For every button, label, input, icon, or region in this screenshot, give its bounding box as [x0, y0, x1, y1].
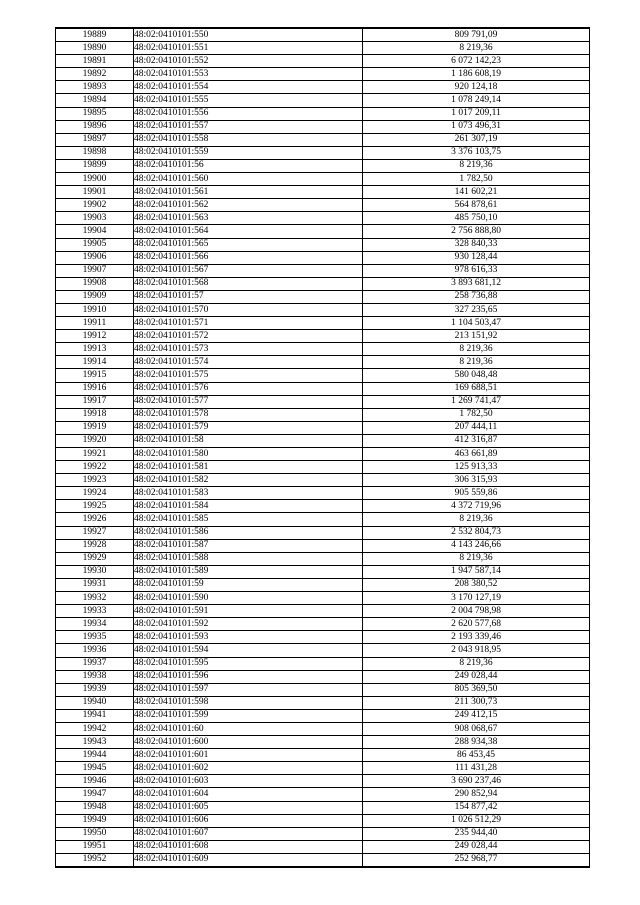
row-number-cell: 19913	[56, 343, 134, 356]
row-number-cell: 19906	[56, 251, 134, 264]
value-cell: 485 750,10	[363, 212, 590, 225]
value-cell: 8 219,36	[363, 343, 590, 356]
value-cell: 3 690 237,46	[363, 775, 590, 788]
table-row	[56, 277, 590, 290]
value-cell: 920 124,18	[363, 81, 590, 94]
row-number-cell: 19935	[56, 631, 134, 644]
value-cell: 2 620 577,68	[363, 618, 590, 631]
value-cell: 905 559,86	[363, 487, 590, 500]
value-cell: 1 073 496,31	[363, 120, 590, 133]
row-number-cell: 19942	[56, 722, 134, 735]
value-cell: 1 104 503,47	[363, 317, 590, 330]
row-number-cell: 19938	[56, 670, 134, 683]
table-row	[56, 749, 590, 762]
table-row	[56, 343, 590, 356]
value-cell: 4 372 719,96	[363, 500, 590, 513]
row-number-cell: 19932	[56, 592, 134, 605]
table-row	[56, 722, 590, 735]
table-row	[56, 81, 590, 94]
cadastral-number-cell: 48:02:0410101:562	[134, 199, 363, 212]
cadastral-number-cell: 48:02:0410101:595	[134, 657, 363, 670]
row-number-cell: 19912	[56, 330, 134, 343]
value-cell: 978 616,33	[363, 264, 590, 277]
value-cell: 580 048,48	[363, 369, 590, 382]
row-number-cell: 19939	[56, 683, 134, 696]
value-cell: 4 143 246,66	[363, 539, 590, 552]
table-row	[56, 565, 590, 578]
table-row	[56, 709, 590, 722]
cadastral-number-cell: 48:02:0410101:607	[134, 827, 363, 840]
row-number-cell: 19946	[56, 775, 134, 788]
value-cell: 412 316,87	[363, 434, 590, 447]
row-number-cell: 19924	[56, 487, 134, 500]
value-cell: 2 193 339,46	[363, 631, 590, 644]
value-cell: 2 756 888,80	[363, 225, 590, 238]
cadastral-number-cell: 48:02:0410101:606	[134, 814, 363, 827]
table-row	[56, 487, 590, 500]
cadastral-number-cell: 48:02:0410101:556	[134, 107, 363, 120]
table-row	[56, 762, 590, 775]
cadastral-number-cell: 48:02:0410101:581	[134, 461, 363, 474]
cadastral-number-cell: 48:02:0410101:608	[134, 840, 363, 853]
cadastral-number-cell: 48:02:0410101:575	[134, 369, 363, 382]
row-number-cell: 19952	[56, 853, 134, 867]
value-cell: 8 219,36	[363, 42, 590, 55]
value-cell: 208 380,52	[363, 578, 590, 591]
row-number-cell: 19915	[56, 369, 134, 382]
cadastral-number-cell: 48:02:0410101:601	[134, 749, 363, 762]
table-row	[56, 500, 590, 513]
cadastral-number-cell: 48:02:0410101:552	[134, 55, 363, 68]
row-number-cell: 19925	[56, 500, 134, 513]
table-row	[56, 290, 590, 303]
table-row	[56, 369, 590, 382]
row-number-cell: 19901	[56, 186, 134, 199]
table-row	[56, 434, 590, 447]
value-cell: 258 736,88	[363, 290, 590, 303]
table-row	[56, 683, 590, 696]
row-number-cell: 19900	[56, 173, 134, 186]
value-cell: 2 532 804,73	[363, 526, 590, 539]
row-number-cell: 19937	[56, 657, 134, 670]
cadastral-number-cell: 48:02:0410101:564	[134, 225, 363, 238]
table-row	[56, 408, 590, 421]
value-cell: 235 944,40	[363, 827, 590, 840]
cadastral-number-cell: 48:02:0410101:609	[134, 853, 363, 867]
value-cell: 288 934,38	[363, 736, 590, 749]
cadastral-number-cell: 48:02:0410101:59	[134, 578, 363, 591]
row-number-cell: 19945	[56, 762, 134, 775]
row-number-cell: 19909	[56, 290, 134, 303]
row-number-cell: 19891	[56, 55, 134, 68]
table-row	[56, 644, 590, 657]
row-number-cell: 19927	[56, 526, 134, 539]
row-number-cell: 19916	[56, 382, 134, 395]
table-row	[56, 421, 590, 434]
cadastral-number-cell: 48:02:0410101:570	[134, 303, 363, 316]
table-row	[56, 539, 590, 552]
row-number-cell: 19890	[56, 42, 134, 55]
value-cell: 930 128,44	[363, 251, 590, 264]
cadastral-number-cell: 48:02:0410101:578	[134, 408, 363, 421]
table-row	[56, 225, 590, 238]
row-number-cell: 19908	[56, 277, 134, 290]
cadastral-number-cell: 48:02:0410101:574	[134, 356, 363, 369]
cadastral-number-cell: 48:02:0410101:600	[134, 736, 363, 749]
cadastral-number-cell: 48:02:0410101:57	[134, 290, 363, 303]
table-row	[56, 382, 590, 395]
cadastral-number-cell: 48:02:0410101:576	[134, 382, 363, 395]
row-number-cell: 19934	[56, 618, 134, 631]
cadastral-number-cell: 48:02:0410101:573	[134, 343, 363, 356]
value-cell: 8 219,36	[363, 356, 590, 369]
value-cell: 306 315,93	[363, 474, 590, 487]
cadastral-number-cell: 48:02:0410101:58	[134, 434, 363, 447]
table-row	[56, 605, 590, 618]
row-number-cell: 19911	[56, 317, 134, 330]
cadastral-number-cell: 48:02:0410101:602	[134, 762, 363, 775]
value-cell: 249 028,44	[363, 840, 590, 853]
table-row	[56, 696, 590, 709]
table-row	[56, 186, 590, 199]
row-number-cell: 19905	[56, 238, 134, 251]
value-cell: 3 893 681,12	[363, 277, 590, 290]
cadastral-number-cell: 48:02:0410101:567	[134, 264, 363, 277]
table-row	[56, 775, 590, 788]
value-cell: 8 219,36	[363, 159, 590, 172]
table-row	[56, 251, 590, 264]
value-cell: 1 186 608,19	[363, 68, 590, 81]
table-row	[56, 317, 590, 330]
cadastral-number-cell: 48:02:0410101:557	[134, 120, 363, 133]
value-cell: 328 840,33	[363, 238, 590, 251]
table-row	[56, 146, 590, 159]
row-number-cell: 19940	[56, 696, 134, 709]
cadastral-number-cell: 48:02:0410101:589	[134, 565, 363, 578]
cadastral-number-cell: 48:02:0410101:561	[134, 186, 363, 199]
row-number-cell: 19929	[56, 552, 134, 565]
value-cell: 249 412,15	[363, 709, 590, 722]
value-cell: 169 688,51	[363, 382, 590, 395]
table-row	[56, 159, 590, 172]
cadastral-number-cell: 48:02:0410101:563	[134, 212, 363, 225]
value-cell: 2 004 798,98	[363, 605, 590, 618]
row-number-cell: 19896	[56, 120, 134, 133]
row-number-cell: 19951	[56, 840, 134, 853]
value-cell: 8 219,36	[363, 513, 590, 526]
cadastral-number-cell: 48:02:0410101:572	[134, 330, 363, 343]
cadastral-number-cell: 48:02:0410101:587	[134, 539, 363, 552]
cadastral-number-cell: 48:02:0410101:586	[134, 526, 363, 539]
row-number-cell: 19918	[56, 408, 134, 421]
row-number-cell: 19910	[56, 303, 134, 316]
cadastral-number-cell: 48:02:0410101:559	[134, 146, 363, 159]
row-number-cell: 19943	[56, 736, 134, 749]
value-cell: 252 968,77	[363, 853, 590, 867]
value-cell: 6 072 142,23	[363, 55, 590, 68]
cadastral-number-cell: 48:02:0410101:594	[134, 644, 363, 657]
cadastral-number-cell: 48:02:0410101:605	[134, 801, 363, 814]
cadastral-number-cell: 48:02:0410101:584	[134, 500, 363, 513]
row-number-cell: 19933	[56, 605, 134, 618]
cadastral-number-cell: 48:02:0410101:588	[134, 552, 363, 565]
cadastral-number-cell: 48:02:0410101:585	[134, 513, 363, 526]
table-row	[56, 173, 590, 186]
table-row	[56, 55, 590, 68]
row-number-cell: 19903	[56, 212, 134, 225]
table-row	[56, 827, 590, 840]
cadastral-number-cell: 48:02:0410101:550	[134, 28, 363, 42]
table-row	[56, 28, 590, 42]
row-number-cell: 19931	[56, 578, 134, 591]
cadastral-value-table	[55, 27, 590, 868]
cadastral-number-cell: 48:02:0410101:590	[134, 592, 363, 605]
row-number-cell: 19930	[56, 565, 134, 578]
table-row	[56, 670, 590, 683]
cadastral-number-cell: 48:02:0410101:568	[134, 277, 363, 290]
table-row	[56, 801, 590, 814]
row-number-cell: 19921	[56, 448, 134, 461]
table-row	[56, 68, 590, 81]
value-cell: 211 300,73	[363, 696, 590, 709]
value-cell: 1 026 512,29	[363, 814, 590, 827]
value-cell: 3 376 103,75	[363, 146, 590, 159]
row-number-cell: 19944	[56, 749, 134, 762]
value-cell: 463 661,89	[363, 448, 590, 461]
cadastral-number-cell: 48:02:0410101:566	[134, 251, 363, 264]
row-number-cell: 19904	[56, 225, 134, 238]
row-number-cell: 19897	[56, 133, 134, 146]
value-cell: 1 269 741,47	[363, 395, 590, 408]
cadastral-number-cell: 48:02:0410101:592	[134, 618, 363, 631]
value-cell: 141 602,21	[363, 186, 590, 199]
table-row	[56, 578, 590, 591]
cadastral-number-cell: 48:02:0410101:553	[134, 68, 363, 81]
table-row	[56, 474, 590, 487]
table-row	[56, 736, 590, 749]
value-cell: 86 453,45	[363, 749, 590, 762]
row-number-cell: 19899	[56, 159, 134, 172]
table-body	[56, 28, 590, 867]
cadastral-number-cell: 48:02:0410101:555	[134, 94, 363, 107]
row-number-cell: 19920	[56, 434, 134, 447]
table-row	[56, 238, 590, 251]
value-cell: 125 913,33	[363, 461, 590, 474]
value-cell: 564 878,61	[363, 199, 590, 212]
table-row	[56, 840, 590, 853]
row-number-cell: 19950	[56, 827, 134, 840]
cadastral-number-cell: 48:02:0410101:577	[134, 395, 363, 408]
row-number-cell: 19893	[56, 81, 134, 94]
cadastral-number-cell: 48:02:0410101:597	[134, 683, 363, 696]
cadastral-number-cell: 48:02:0410101:582	[134, 474, 363, 487]
row-number-cell: 19917	[56, 395, 134, 408]
table-row	[56, 788, 590, 801]
value-cell: 809 791,09	[363, 28, 590, 42]
value-cell: 8 219,36	[363, 657, 590, 670]
cadastral-number-cell: 48:02:0410101:580	[134, 448, 363, 461]
table-row	[56, 448, 590, 461]
table-row	[56, 42, 590, 55]
cadastral-number-cell: 48:02:0410101:60	[134, 722, 363, 735]
row-number-cell: 19889	[56, 28, 134, 42]
value-cell: 2 043 918,95	[363, 644, 590, 657]
table-row	[56, 120, 590, 133]
cadastral-number-cell: 48:02:0410101:560	[134, 173, 363, 186]
cadastral-number-cell: 48:02:0410101:565	[134, 238, 363, 251]
row-number-cell: 19948	[56, 801, 134, 814]
row-number-cell: 19947	[56, 788, 134, 801]
row-number-cell: 19926	[56, 513, 134, 526]
cadastral-number-cell: 48:02:0410101:604	[134, 788, 363, 801]
table-row	[56, 657, 590, 670]
value-cell: 154 877,42	[363, 801, 590, 814]
table-row	[56, 356, 590, 369]
table-row	[56, 212, 590, 225]
cadastral-number-cell: 48:02:0410101:593	[134, 631, 363, 644]
value-cell: 111 431,28	[363, 762, 590, 775]
table-row	[56, 814, 590, 827]
cadastral-number-cell: 48:02:0410101:554	[134, 81, 363, 94]
value-cell: 249 028,44	[363, 670, 590, 683]
row-number-cell: 19949	[56, 814, 134, 827]
row-number-cell: 19895	[56, 107, 134, 120]
table-row	[56, 330, 590, 343]
table-row	[56, 526, 590, 539]
value-cell: 908 068,67	[363, 722, 590, 735]
row-number-cell: 19907	[56, 264, 134, 277]
row-number-cell: 19922	[56, 461, 134, 474]
row-number-cell: 19892	[56, 68, 134, 81]
table-row	[56, 107, 590, 120]
cadastral-number-cell: 48:02:0410101:603	[134, 775, 363, 788]
cadastral-number-cell: 48:02:0410101:599	[134, 709, 363, 722]
value-cell: 207 444,11	[363, 421, 590, 434]
row-number-cell: 19914	[56, 356, 134, 369]
value-cell: 1 782,50	[363, 408, 590, 421]
value-cell: 261 307,19	[363, 133, 590, 146]
cadastral-number-cell: 48:02:0410101:583	[134, 487, 363, 500]
value-cell: 3 170 127,19	[363, 592, 590, 605]
row-number-cell: 19894	[56, 94, 134, 107]
table-row	[56, 552, 590, 565]
value-cell: 290 852,94	[363, 788, 590, 801]
table-row	[56, 513, 590, 526]
table-row	[56, 133, 590, 146]
row-number-cell: 19923	[56, 474, 134, 487]
table-row	[56, 631, 590, 644]
cadastral-number-cell: 48:02:0410101:551	[134, 42, 363, 55]
value-cell: 1 017 209,11	[363, 107, 590, 120]
row-number-cell: 19919	[56, 421, 134, 434]
value-cell: 1 078 249,14	[363, 94, 590, 107]
value-cell: 8 219,36	[363, 552, 590, 565]
cadastral-number-cell: 48:02:0410101:591	[134, 605, 363, 618]
row-number-cell: 19902	[56, 199, 134, 212]
table-row	[56, 303, 590, 316]
table-row	[56, 94, 590, 107]
value-cell: 327 235,65	[363, 303, 590, 316]
row-number-cell: 19898	[56, 146, 134, 159]
cadastral-number-cell: 48:02:0410101:596	[134, 670, 363, 683]
cadastral-number-cell: 48:02:0410101:598	[134, 696, 363, 709]
value-cell: 1 782,50	[363, 173, 590, 186]
value-cell: 1 947 587,14	[363, 565, 590, 578]
value-cell: 213 151,92	[363, 330, 590, 343]
table-row	[56, 199, 590, 212]
table-row	[56, 853, 590, 867]
table-row	[56, 618, 590, 631]
value-cell: 805 369,50	[363, 683, 590, 696]
cadastral-number-cell: 48:02:0410101:558	[134, 133, 363, 146]
row-number-cell: 19936	[56, 644, 134, 657]
table-row	[56, 592, 590, 605]
cadastral-number-cell: 48:02:0410101:579	[134, 421, 363, 434]
row-number-cell: 19941	[56, 709, 134, 722]
table-row	[56, 395, 590, 408]
cadastral-number-cell: 48:02:0410101:571	[134, 317, 363, 330]
table-row	[56, 461, 590, 474]
table-row	[56, 264, 590, 277]
row-number-cell: 19928	[56, 539, 134, 552]
cadastral-number-cell: 48:02:0410101:56	[134, 159, 363, 172]
